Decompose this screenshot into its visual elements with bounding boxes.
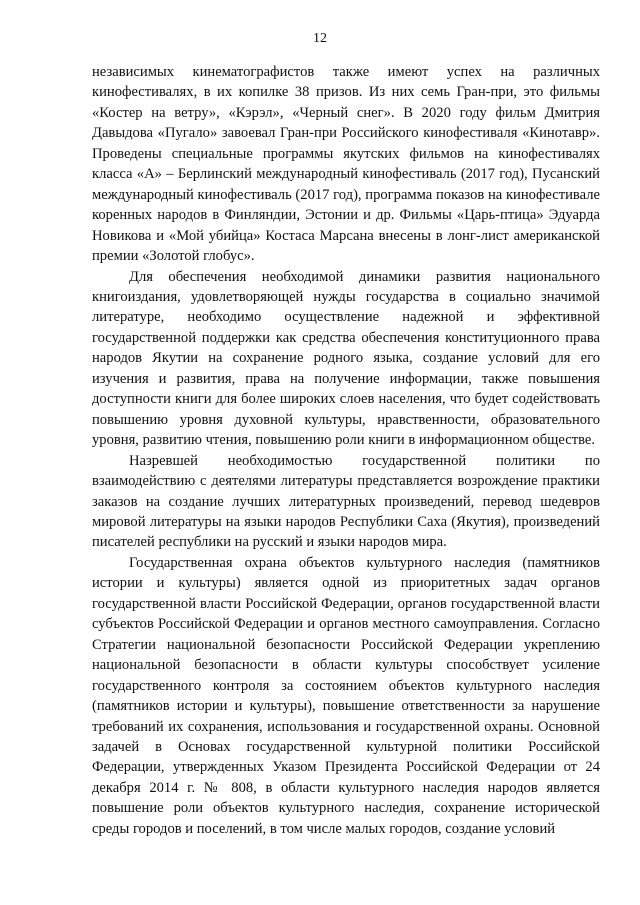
paragraph-literature-policy: Назревшей необходимостью государственной политики по взаимодействию с деятелями литературы представляется возрождение практики заказов на создание лучших литературных произведений, перевод шедевров мировой литературы на языки народов Республики Саха (Якутия), произведений писателей республики на русский и языки народов мира. xyxy=(92,452,600,551)
document-body xyxy=(92,62,600,839)
page-number: 12 xyxy=(313,31,327,46)
paragraph-book-publishing: Для обеспечения необходимой динамики развития национального книгоиздания, удовлетворяющей нужды государства в социально значимой литературе, необходимо осуществление надежной и эффективной государственной поддержки как средства обеспечения конституционного права народов Якутии на сохранение родного языка, создание условий для его изучения и развития, права на получение информации, также повышения доступности книги для более широких слоев населения, что будет содействовать повышению уровня духовной культуры, нравственности, образовательного уровня, развитию чтения, повышению роли книги в информационном обществе. xyxy=(92,268,600,449)
paragraph-film-festivals: независимых кинематографистов также имеют успех на различных кинофестивалях, в их копилке 38 призов. Из них семь Гран-при, это фильмы «Костер на ветру», «Кэрэл», «Черный снег». В 2020 году фильм Дмитрия Давыдова «Пугало» завоевал Гран-при Российского кинофестиваля «Кинотавр». Проведены специальные программы якутских фильмов на кинофестивалях класса «А» – Берлинский международный кинофестиваль (2017 год), Пусанский международный кинофестиваль (2017 год), программа показов на кинофестивале коренных народов в Финляндии, Эстонии и др. Фильмы «Царь-птица» Эдуарда Новикова и «Мой убийца» Костаса Марсана внесены в лонг-лист американской премии «Золотой глобус». xyxy=(92,64,600,265)
paragraph-cultural-heritage: Государственная охрана объектов культурного наследия (памятников истории и культуры) является одной из приоритетных задач органов государственной власти Российской Федерации, органов государственной власти субъектов Российской Федерации и органов местного самоуправления. Согласно Стратегии национальной безопасности Российской Федерации укреплению национальной безопасности в области культуры способствует усиление государственного контроля за состоянием объектов культурного наследия (памятников истории и культуры), повышение ответственности за нарушение требований их сохранения, использования и государственной охраны. Основной задачей в Основах государственной культурной политики Российской Федерации, утвержденных Указом Президента Российской Федерации от 24 декабря 2014 г. № 808, в области культурного наследия народов является повышение роли объектов культурного наследия, сохранение исторической среды городов и поселений, в том числе малых городов, создание условий xyxy=(92,554,600,837)
